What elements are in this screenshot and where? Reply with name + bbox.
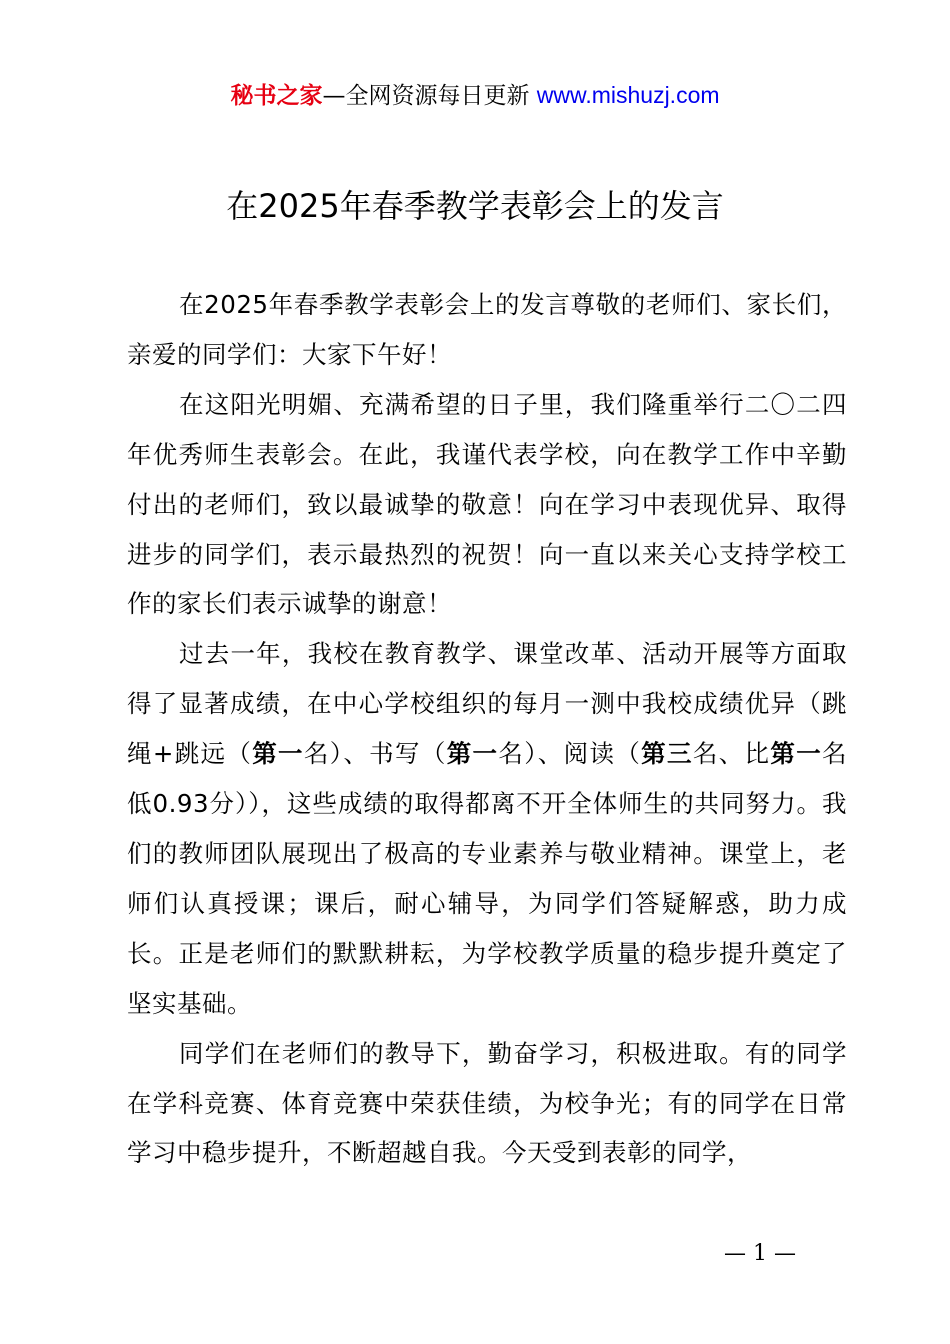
paragraph-3 xyxy=(127,629,847,1028)
paragraph-2: 在这阳光明媚、充满希望的日子里，我们隆重举行二〇二四年优秀师生表彰会。在此，我谨代表学校，向在教学工作中辛勤付出的老师们，致以最诚挚的敬意！向在学习中表现优异、取得进步的同学们，表示最热烈的祝贺！向一直以来关心支持学校工作的家长们表示诚挚的谢意！ xyxy=(127,389,847,619)
paragraph-3-text-1: 过去一年，我校在教育教学、课堂改革、活动开展等方面取得了显著成绩，在中心学校组织的每月一测中我校成绩优异（跳绳+跳远（ xyxy=(127,639,847,769)
header-tagline: —全网资源每日更新 xyxy=(322,83,537,109)
page-number: — 1 — xyxy=(724,1241,796,1266)
paragraph-3-text-4: 名、比 xyxy=(692,739,771,769)
site-header xyxy=(0,78,950,113)
site-url-link[interactable]: www.mishuzj.com xyxy=(536,82,720,108)
document-body xyxy=(127,280,847,1178)
emphasis-third: 第三 xyxy=(641,739,693,769)
emphasis-first-2: 第一 xyxy=(446,739,499,769)
paragraph-1: 在2025年春季教学表彰会上的发言尊敬的老师们、家长们，亲爱的同学们：大家下午好！ xyxy=(127,290,847,369)
emphasis-first-3: 第一 xyxy=(770,739,823,769)
emphasis-first-1: 第一 xyxy=(252,739,304,769)
paragraph-4: 同学们在老师们的教导下，勤奋学习，积极进取。有的同学在学科竞赛、体育竞赛中荣获佳绩，为校争光；有的同学在日常学习中稳步提升，不断超越自我。今天受到表彰的同学， xyxy=(127,1038,847,1168)
paragraph-3-text-5: 名低0.93分）），这些成绩的取得都离不开全体师生的共同努力。我们的教师团队展现出了极高的专业素养与敬业精神。课堂上，老师们认真授课；课后，耐心辅导，为同学们答疑解惑，助力成长。正是老师们的默默耕耘，为学校教学质量的稳步提升奠定了坚实基础。 xyxy=(127,739,848,1018)
document-title: 在2025年春季教学表彰会上的发言 xyxy=(226,187,724,225)
brand-name: 秘书之家 xyxy=(230,83,323,109)
paragraph-3-text-2: 名）、书写（ xyxy=(303,739,447,769)
paragraph-3-text-3: 名）、阅读（ xyxy=(498,739,642,769)
